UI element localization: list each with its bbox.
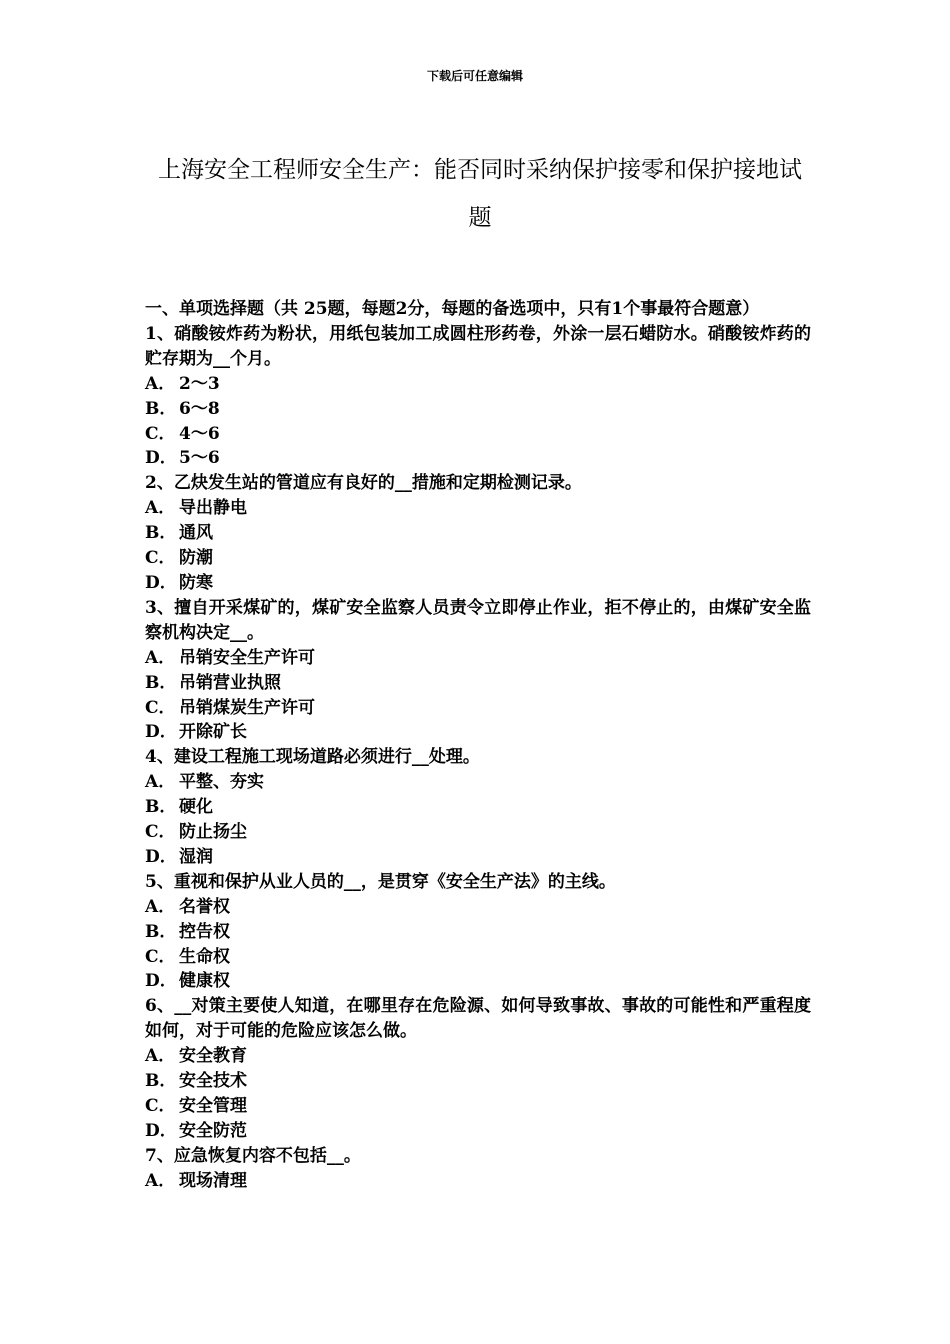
document-body: [145, 297, 811, 1194]
question-text: 2、乙炔发生站的管道应有良好的__措施和定期检测记录。: [145, 473, 582, 494]
option-letter: C．: [145, 548, 176, 569]
answer-option: [145, 1094, 811, 1119]
answer-option: [145, 945, 811, 970]
option-letter: C．: [145, 946, 176, 967]
option-text: 湿润: [179, 846, 213, 867]
option-text: 吊销煤炭生产许可: [179, 697, 315, 718]
answer-option: [145, 1169, 811, 1194]
question-block: [145, 1144, 811, 1194]
answer-option: [145, 372, 811, 397]
answer-option: [145, 1069, 811, 1094]
option-letter: A．: [145, 1046, 176, 1067]
option-letter: B．: [145, 672, 177, 693]
answer-option: [145, 571, 811, 596]
option-text: 名誉权: [179, 896, 230, 917]
option-text: 生命权: [179, 946, 230, 967]
answer-option: [145, 969, 811, 994]
option-text: 安全教育: [179, 1046, 247, 1067]
question-block: [145, 596, 811, 745]
option-letter: D．: [145, 846, 177, 867]
option-text: 安全防范: [179, 1120, 247, 1141]
question-block: [145, 322, 811, 471]
option-text: 健康权: [179, 971, 230, 992]
question-block: [145, 994, 811, 1143]
option-letter: C．: [145, 822, 176, 843]
option-letter: B．: [145, 1071, 177, 1092]
option-letter: D．: [145, 971, 177, 992]
answer-option: [145, 920, 811, 945]
option-letter: B．: [145, 523, 177, 544]
answer-option: [145, 422, 811, 447]
document-title: 上海安全工程师安全生产：能否同时采纳保护接零和保护接地试题: [158, 157, 802, 231]
option-text: 防潮: [179, 548, 213, 569]
answer-option: [145, 820, 811, 845]
answer-option: [145, 546, 811, 571]
answer-option: [145, 795, 811, 820]
option-letter: A．: [145, 373, 176, 394]
option-letter: B．: [145, 921, 177, 942]
option-letter: A．: [145, 647, 176, 668]
option-letter: D．: [145, 1120, 177, 1141]
option-letter: C．: [145, 697, 176, 718]
option-text: 防寒: [179, 572, 213, 593]
option-letter: D．: [145, 572, 177, 593]
answer-option: [145, 1119, 811, 1144]
option-text: 现场清理: [179, 1170, 247, 1191]
answer-option: [145, 895, 811, 920]
question-text: 5、重视和保护从业人员的__，是贯穿《安全生产法》的主线。: [145, 871, 616, 892]
option-text: 平整、夯实: [179, 772, 264, 793]
section-heading: 一、单项选择题（共 25题，每题2分，每题的备选项中，只有1个事最符合题意）: [145, 299, 760, 319]
question-block: [145, 870, 811, 995]
option-letter: A．: [145, 772, 176, 793]
answer-option: [145, 845, 811, 870]
question-text: 4、建设工程施工现场道路必须进行__处理。: [145, 747, 480, 768]
answer-option: [145, 720, 811, 745]
option-text: 防止扬尘: [179, 822, 247, 843]
option-text: 吊销营业执照: [179, 672, 281, 693]
option-letter: B．: [145, 797, 177, 818]
question-text: 6、__对策主要使人知道，在哪里存在危险源、如何导致事故、事故的可能性和严重程度如何，对于可能的危险应该怎么做。: [145, 996, 811, 1042]
answer-option: [145, 446, 811, 471]
option-text: 安全技术: [179, 1071, 247, 1092]
header-note: 下载后可任意编辑: [426, 69, 523, 83]
option-text: 吊销安全生产许可: [179, 647, 315, 668]
question-text: 1、硝酸铵炸药为粉状，用纸包装加工成圆柱形药卷，外涂一层石蜡防水。硝酸铵炸药的贮存期为__个月。: [145, 323, 811, 369]
option-text: 5～6: [179, 448, 220, 469]
option-letter: B．: [145, 398, 177, 419]
option-letter: A．: [145, 1170, 176, 1191]
answer-option: [145, 696, 811, 721]
answer-option: [145, 397, 811, 422]
option-text: 控告权: [179, 921, 230, 942]
option-letter: A．: [145, 896, 176, 917]
option-text: 6～8: [179, 398, 220, 419]
question-text: 3、擅自开采煤矿的，煤矿安全监察人员责令立即停止作业，拒不停止的，由煤矿安全监察机构决定__。: [145, 597, 811, 643]
answer-option: [145, 1044, 811, 1069]
option-letter: D．: [145, 448, 177, 469]
option-text: 2～3: [179, 373, 220, 394]
question-block: [145, 471, 811, 596]
option-text: 安全管理: [179, 1096, 247, 1116]
answer-option: [145, 521, 811, 546]
question-text: 7、应急恢复内容不包括__。: [145, 1145, 361, 1166]
option-text: 4～6: [179, 423, 220, 444]
option-letter: C．: [145, 423, 176, 444]
answer-option: [145, 646, 811, 671]
option-letter: D．: [145, 722, 177, 743]
option-text: 导出静电: [179, 498, 247, 519]
answer-option: [145, 770, 811, 795]
answer-option: [145, 671, 811, 696]
option-letter: A．: [145, 498, 176, 519]
option-text: 开除矿长: [179, 722, 247, 743]
option-text: 通风: [179, 523, 213, 544]
option-text: 硬化: [179, 797, 213, 818]
option-letter: C．: [145, 1096, 176, 1116]
question-block: [145, 745, 811, 870]
answer-option: [145, 496, 811, 521]
